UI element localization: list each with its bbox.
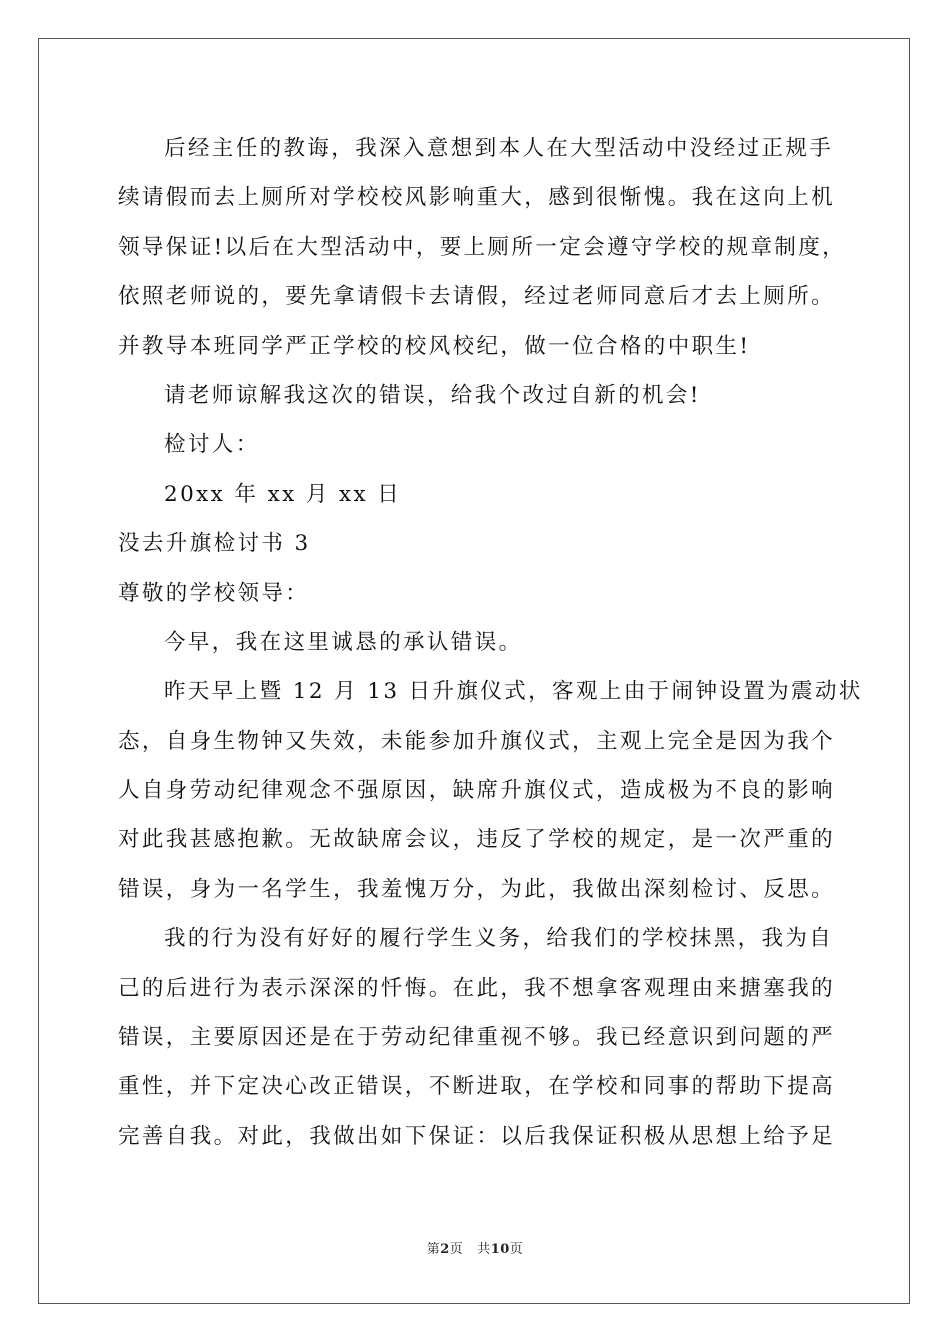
document-body [118,124,863,1161]
paragraph-line: 对此我甚感抱歉。无故缺席会议，违反了学校的规定，是一次严重的 [118,827,836,853]
paragraph-line: 请老师谅解我这次的错误，给我个改过自新的机会! [164,382,701,408]
paragraph-line: 我的行为没有好好的履行学生义务，给我们的学校抹黑，我为自 [164,926,834,952]
paragraph-line: 己的后进行为表示深深的忏悔。在此，我不想拿客观理由来搪塞我的 [118,975,836,1001]
page-unit: 页 [449,1242,464,1257]
paragraph-line: 错误，身为一名学生，我羞愧万分，为此，我做出深刻检讨、反思。 [118,876,836,902]
paragraph-line: 人自身劳动纪律观念不强原因，缺席升旗仪式，造成极为不良的影响 [118,778,836,804]
salutation: 尊敬的学校领导： [118,580,310,606]
date-line: 20xx 年 xx 月 xx 日 [164,481,402,507]
paragraph-line: 并教导本班同学严正学校的校风校纪，做一位合格的中职生! [118,333,751,359]
page-prefix: 第 [426,1242,441,1257]
page-footer [0,1238,950,1257]
paragraph-line: 领导保证!以后在大型活动中，要上厕所一定会遵守学校的规章制度， [118,234,847,260]
signature-label: 检讨人： [164,432,260,458]
paragraph-line: 依照老师说的，要先拿请假卡去请假，经过老师同意后才去上厕所。 [118,284,836,310]
paragraph-line: 完善自我。对此，我做出如下保证：以后我保证积极从思想上给予足 [118,1123,836,1149]
paragraph-line: 重性，并下定决心改正错误，不断进取，在学校和同事的帮助下提高 [118,1074,836,1100]
section-title: 没去升旗检讨书 3 [118,531,311,557]
paragraph-line: 今早，我在这里诚恳的承认错误。 [164,629,523,655]
paragraph-line: 昨天早上暨 12 月 13 日升旗仪式，客观上由于闹钟设置为震动状 [164,679,863,705]
paragraph-line: 续请假而去上厕所对学校校风影响重大，感到很惭愧。我在这向上机 [118,185,836,211]
total-pages: 10 [490,1242,510,1257]
paragraph-line: 错误，主要原因还是在于劳动纪律重视不够。我已经意识到问题的严 [118,1025,836,1051]
paragraph-line: 态，自身生物钟又失效，未能参加升旗仪式，主观上完全是因为我个 [118,728,836,754]
total-unit: 页 [509,1242,524,1257]
paragraph-line: 后经主任的教诲，我深入意想到本人在大型活动中没经过正规手 [164,136,834,161]
page-number: 2 [440,1242,450,1257]
total-prefix: 共 [477,1242,491,1257]
